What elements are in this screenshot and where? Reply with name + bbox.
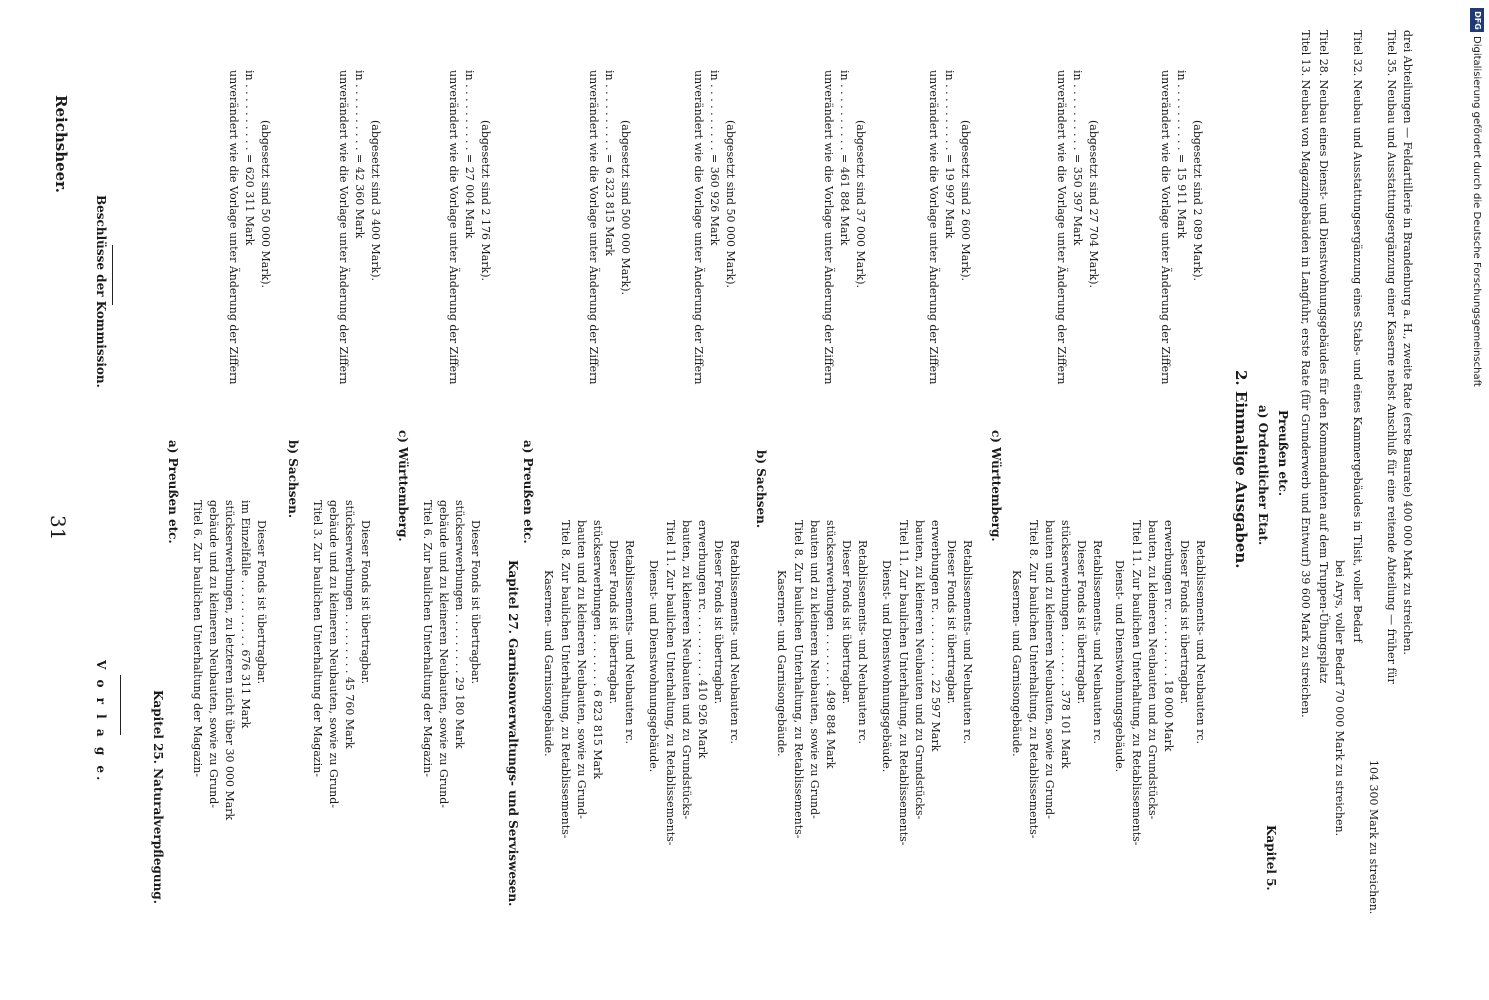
title-11a-line-1: Titel 11. Zur baulichen Unterhaltung, zu Retablissements- bbox=[664, 520, 677, 846]
subheading-barracks-b: Kasernen- und Garnisongebäude. bbox=[775, 570, 788, 757]
subheading-barracks-c: Kasernen- und Garnisongebäude. bbox=[1010, 570, 1023, 757]
title-35-line-1: Titel 35. Neubau und Ausstattungsergänzung einer Kaserne nebst Anschluß für eine reitende Abteilung — früher für bbox=[1385, 30, 1398, 684]
title-8b-line-2: bauten und zu kleineren Neubauten, sowie zu Grund- bbox=[808, 520, 821, 819]
page-number: 31 bbox=[46, 515, 70, 541]
title-35-line-2: drei Abteilungen — Feldartillerie in Brandenburg a. H., zweite Rate (erste Baurate) 400 000 Mark zu streichen. bbox=[1401, 30, 1414, 655]
title-8c-note-2: Retablissements- und Neubauten rc. bbox=[1091, 540, 1104, 744]
title-11c-note: Dieser Fonds ist übertragbar. bbox=[1178, 540, 1191, 705]
resolution-5-line-3: (abgesetzt sind 50 000 Mark). bbox=[724, 120, 737, 289]
title-8c-line-1: Titel 8. Zur baulichen Unterhaltung, zu Retablissements- bbox=[1027, 520, 1040, 839]
title-11a-note: Dieser Fonds ist übertragbar. bbox=[712, 540, 725, 705]
running-head: Reichsheer. bbox=[52, 95, 70, 193]
title-6-note: Dieser Fonds ist übertragbar. bbox=[255, 520, 268, 685]
title-8c-note: Dieser Fonds ist übertragbar. bbox=[1075, 540, 1088, 705]
resolution-4-line-2: in . . . . . . . . . . = 6 323 815 Mark bbox=[603, 70, 616, 256]
title-8b-note: Dieser Fonds ist übertragbar. bbox=[840, 540, 853, 705]
resolution-8-line-1: unverändert wie die Vorlage unter Änderung der Ziffern bbox=[1055, 70, 1068, 385]
resolution-8-line-3: (abgesetzt sind 27 704 Mark). bbox=[1087, 120, 1100, 289]
resolution-3-line-1: unverändert wie die Vorlage unter Änderung der Ziffern bbox=[447, 70, 460, 385]
title-11c-line-2: bauten, zu kleineren Neubauten und zu Grundstücks- bbox=[1146, 520, 1159, 820]
title-11b-line-2: bauten, zu kleineren Neubauten und zu Grundstücks- bbox=[913, 520, 926, 820]
resolution-4-line-1: unverändert wie die Vorlage unter Änderung der Ziffern bbox=[587, 70, 600, 385]
title-6c-line-2: gebäude und zu kleineren Neubauten, sowie zu Grund- bbox=[437, 500, 450, 808]
resolution-2-line-2: in . . . . . . . . . . = 42 360 Mark bbox=[353, 70, 366, 239]
chapter-27-section-c: c) Württemberg. bbox=[989, 430, 1003, 542]
resolution-4-line-3: (abgesetzt sind 500 000 Mark). bbox=[619, 120, 632, 296]
resolution-5-line-1: unverändert wie die Vorlage unter Änderung der Ziffern bbox=[692, 70, 705, 385]
title-3-line-1: Titel 3. Zur baulichen Unterhaltung der Magazin- bbox=[311, 500, 324, 778]
title-8a-line-2: bauten und zu kleineren Neubauten, sowie zu Grund- bbox=[575, 520, 588, 819]
digitization-credit: Digitalisierung gefördert durch die Deutsche Forschungsgemeinschaft bbox=[1471, 36, 1482, 387]
title-11a-note-2: Retablissements- und Neubauten rc. bbox=[728, 540, 741, 744]
title-8b-note-2: Retablissements- und Neubauten rc. bbox=[856, 540, 869, 744]
title-13-line: Titel 13. Neubau von Magazingebäuden in Langfuhr, erste Rate (für Grunderwerb und Entwurf) 39 600 Mark zu streichen. bbox=[1299, 30, 1312, 718]
resolution-7-line-3: (abgesetzt sind 2 600 Mark). bbox=[959, 120, 972, 282]
commission-title-rule bbox=[112, 245, 113, 305]
title-8a-line-1: Titel 8. Zur baulichen Unterhaltung, zu Retablissements- bbox=[559, 520, 572, 839]
chapter-25-section-a: a) Preußen etc. bbox=[166, 440, 180, 544]
chapter-27-section-b: b) Sachsen. bbox=[754, 450, 768, 529]
title-32-line-1: Titel 32. Neubau und Ausstattungsergänzung eines Stabs- und eines Kammergebäudes in Tilsit, voller Bedarf bbox=[1351, 30, 1364, 643]
proposal-title-rule bbox=[120, 675, 121, 735]
chapter-25-section-b: b) Sachsen. bbox=[286, 440, 300, 519]
chapter-27-heading: Kapitel 27. Garnisonverwaltungs- und Serviswesen. bbox=[506, 560, 520, 907]
resolution-6-line-2: in . . . . . . . . . . = 461 884 Mark bbox=[838, 70, 851, 246]
title-11c-line-3: erwerbungen rc. . . . . . . . . . 18 000 Mark bbox=[1162, 520, 1175, 752]
one-time-expenses-heading: 2. Einmalige Ausgaben. bbox=[1232, 370, 1250, 569]
resolution-3-line-2: in . . . . . . . . . . = 27 004 Mark bbox=[463, 70, 476, 239]
resolution-6-line-1: unverändert wie die Vorlage unter Änderung der Ziffern bbox=[822, 70, 835, 385]
state-heading: Preußen etc. bbox=[1276, 410, 1290, 497]
title-6-line-2: gebäude und zu kleineren Neubauten, sowie zu Grund- bbox=[207, 500, 220, 808]
chapter-25-section-c: c) Württemberg. bbox=[396, 430, 410, 542]
title-8a-note-2: Retablissements- und Neubauten rc. bbox=[623, 540, 636, 744]
title-3-line-3: stückserwerbungen . . . . . . . . . 45 760 Mark bbox=[343, 500, 356, 749]
title-6c-line-1: Titel 6. Zur baulichen Unterhaltung der Magazin- bbox=[421, 500, 434, 778]
title-11b-line-1: Titel 11. Zur baulichen Unterhaltung, zu Retablissements- bbox=[897, 520, 910, 846]
chapter-25-heading: Kapitel 25. Naturalverpflegung. bbox=[151, 690, 165, 904]
title-11b-line-3: erwerbungen rc. . . . . . . . . . 22 597 Mark bbox=[929, 520, 942, 752]
title-11a-line-3: erwerbungen rc. . . . . . . . . . 410 926 Mark bbox=[696, 520, 709, 759]
resolution-2-line-1: unverändert wie die Vorlage unter Änderung der Ziffern bbox=[337, 70, 350, 385]
title-28-line-1: Titel 28. Neubau eines Dienst- und Dienstwohnungsgebäudes für den Kommandanten auf dem Truppen-Übungsplatz bbox=[1317, 30, 1330, 684]
resolution-9-line-1: unverändert wie die Vorlage unter Änderung der Ziffern bbox=[1159, 70, 1172, 385]
chapter-27-section-a: a) Preußen etc. bbox=[521, 440, 535, 544]
resolution-9-line-3: (abgesetzt sind 2 089 Mark). bbox=[1191, 120, 1204, 282]
resolution-9-line-2: in . . . . . . . . . . = 15 911 Mark bbox=[1175, 70, 1188, 239]
ordinary-budget-heading: a) Ordentlicher Etat. bbox=[1256, 405, 1270, 546]
subheading-service-b: Dienst- und Dienstwohnungsgebäude. bbox=[880, 560, 893, 773]
resolution-7-line-2: in . . . . . . . . . . = 19 997 Mark bbox=[943, 70, 956, 239]
chapter-5-heading: Kapitel 5. bbox=[1264, 825, 1278, 891]
proposal-column-title: V o r l a g e. bbox=[94, 660, 108, 784]
title-8c-line-2: bauten und zu kleineren Neubauten, sowie zu Grund- bbox=[1043, 520, 1056, 819]
subheading-service-a: Dienst- und Dienstwohnungsgebäude. bbox=[647, 560, 660, 773]
title-11c-line-1: Titel 11. Zur baulichen Unterhaltung, zu Retablissements- bbox=[1130, 520, 1143, 846]
title-6c-line-3: stückserwerbungen . . . . . . . . . 29 180 Mark bbox=[453, 500, 466, 749]
title-8b-line-1: Titel 8. Zur baulichen Unterhaltung, zu Retablissements- bbox=[792, 520, 805, 839]
title-3-line-2: gebäude und zu kleineren Neubauten, sowie zu Grund- bbox=[327, 500, 340, 808]
title-6c-note: Dieser Fonds ist übertragbar. bbox=[469, 520, 482, 685]
resolution-1-line-2: in . . . . . . . . . . = 620 311 Mark bbox=[243, 70, 256, 246]
title-6-line-3: stückserwerbungen, zu letzteren nicht über 30 000 Mark bbox=[223, 500, 236, 821]
subheading-service-c: Dienst- und Dienstwohnungsgebäude. bbox=[1113, 560, 1126, 773]
title-11b-note-2: Retablissements- und Neubauten rc. bbox=[961, 540, 974, 744]
resolution-2-line-3: (abgesetzt sind 3 400 Mark). bbox=[369, 120, 382, 282]
title-28-line-2: bei Arys, voller Bedarf 70 000 Mark zu streichen. bbox=[1333, 560, 1346, 837]
resolution-3-line-3: (abgesetzt sind 2 176 Mark). bbox=[479, 120, 492, 282]
title-8a-line-3: stückserwerbungen . . . . . . . . 6 823 815 Mark bbox=[591, 520, 604, 780]
title-11b-note: Dieser Fonds ist übertragbar. bbox=[945, 540, 958, 705]
title-11c-note-2: Retablissements- und Neubauten rc. bbox=[1194, 540, 1207, 744]
title-8a-note: Dieser Fonds ist übertragbar. bbox=[607, 540, 620, 705]
title-6-line-1: Titel 6. Zur baulichen Unterhaltung der Magazin- bbox=[191, 500, 204, 778]
title-32-line-2: 104 300 Mark zu streichen. bbox=[1367, 760, 1380, 915]
resolution-7-line-1: unverändert wie die Vorlage unter Änderung der Ziffern bbox=[927, 70, 940, 385]
title-3-note: Dieser Fonds ist übertragbar. bbox=[359, 520, 372, 685]
resolution-1-line-1: unverändert wie die Vorlage unter Änderung der Ziffern bbox=[227, 70, 240, 385]
title-8c-line-3: stückserwerbungen . . . . . . . . 378 101 Mark bbox=[1059, 520, 1072, 769]
title-11a-line-2: bauten, zu kleineren Neubauten und zu Grundstücks- bbox=[680, 520, 693, 820]
resolution-5-line-2: in . . . . . . . . . . = 360 926 Mark bbox=[708, 70, 721, 246]
resolution-1-line-3: (abgesetzt sind 50 000 Mark). bbox=[259, 120, 272, 289]
commission-column-title: Beschlüsse der Kommission. bbox=[94, 195, 108, 388]
dfg-logo: DFG bbox=[1470, 8, 1484, 32]
title-8b-line-3: stückserwerbungen . . . . . . . . 498 884 Mark bbox=[824, 520, 837, 769]
resolution-6-line-3: (abgesetzt sind 37 000 Mark). bbox=[854, 120, 867, 289]
subheading-barracks-a: Kasernen- und Garnisongebäude. bbox=[542, 570, 555, 757]
resolution-8-line-2: in . . . . . . . . . . = 350 397 Mark bbox=[1071, 70, 1084, 246]
title-6-line-4: im Einzelfalle . . . . . . . . . . 676 311 Mark bbox=[239, 500, 252, 729]
